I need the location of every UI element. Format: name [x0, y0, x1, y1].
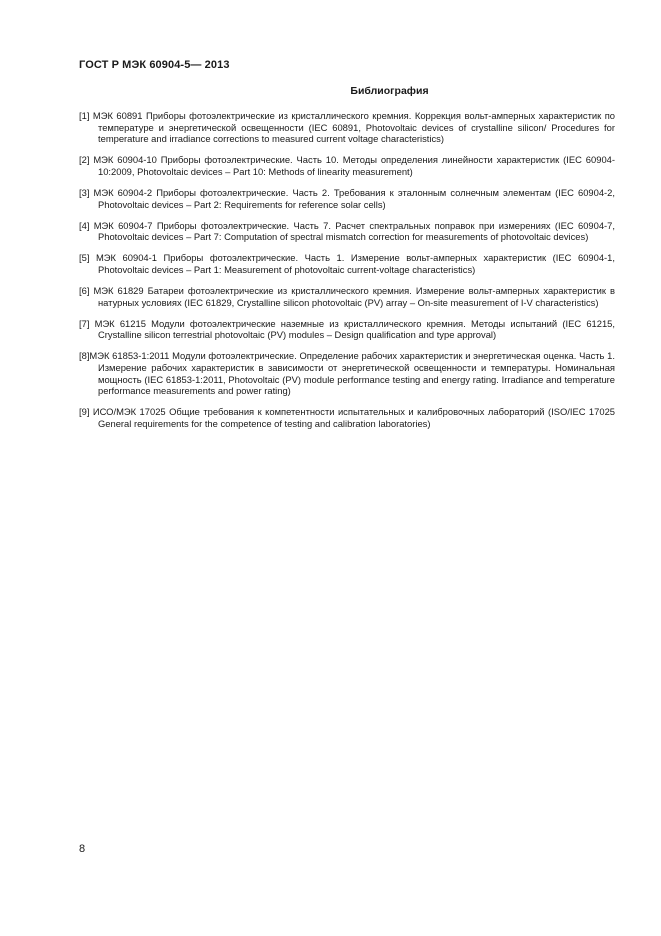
bibliography-item: [3] МЭК 60904-2 Приборы фотоэлектрические. Часть 2. Требования к эталонным солнечным элементам (IEC 60904-2, Photovoltaic devices – Part 2: Requirements for reference solar cells) [79, 186, 615, 210]
document-header: ГОСТ Р МЭК 60904-5— 2013 [79, 59, 230, 71]
bibliography-item: [2] МЭК 60904-10 Приборы фотоэлектрические. Часть 10. Методы определения линейности характеристик (IEC 60904-10:2009, Photovoltaic devices – Part 10: Methods of linearity measurement) [79, 154, 615, 177]
bibliography-item: [7] МЭК 61215 Модули фотоэлектрические наземные из кристаллического кремния. Методы испытаний (IEC 61215, Crystalline silicon terrestrial photovoltaic (PV) modules – Design qualification and type approval) [79, 317, 615, 341]
bibliography-item: [8]МЭК 61853-1:2011 Модули фотоэлектрические. Определение рабочих характеристик и энергетическая оценка. Часть 1. Измерение рабочих характеристик в зависимости от энергетической освещенности и температуры. Номинальная мощность (IEC 61853-1:2011, Photovoltaic (PV) module performance testing and energy rating. Irradiance and temperature performance measurements and power rating) [79, 350, 615, 397]
bibliography-item: [1] МЭК 60891 Приборы фотоэлектрические из кристаллического кремния. Коррекция вольт-амперных характеристик по температуре и энергетической освещенности (IEC 60891, Photovoltaic devices of crystalline silicon/ Procedures for temperature and irradiance corrections to measured current voltage characteristics) [79, 110, 615, 145]
bibliography-item: [5] МЭК 60904-1 Приборы фотоэлектрические. Часть 1. Измерение вольт-амперных характеристик (IEC 60904-1, Photovoltaic devices – Part 1: Measurement of photovoltaic current-voltage characteristics) [79, 252, 615, 275]
bibliography-item: [6] МЭК 61829 Батареи фотоэлектрические из кристаллического кремния. Измерение вольт-амперных характеристик в натурных условиях (IEC 61829, Crystalline silicon photovoltaic (PV) array – On-site measurement of I-V characteristics) [79, 285, 615, 308]
page-number: 8 [79, 843, 86, 855]
page-title: Библиография [350, 85, 429, 97]
bibliography-list [79, 110, 615, 439]
bibliography-item: [9] ИСО/МЭК 17025 Общие требования к компетентности испытательных и калибровочных лабораторий (ISO/IEC 17025 General requirements for the competence of testing and calibration laboratories) [79, 406, 615, 429]
bibliography-item: [4] МЭК 60904-7 Приборы фотоэлектрические. Часть 7. Расчет спектральных поправок при измерениях (IEC 60904-7, Photovoltaic devices – Part 7: Computation of spectral mismatch correction for measurements of photovoltaic devices) [79, 219, 615, 243]
